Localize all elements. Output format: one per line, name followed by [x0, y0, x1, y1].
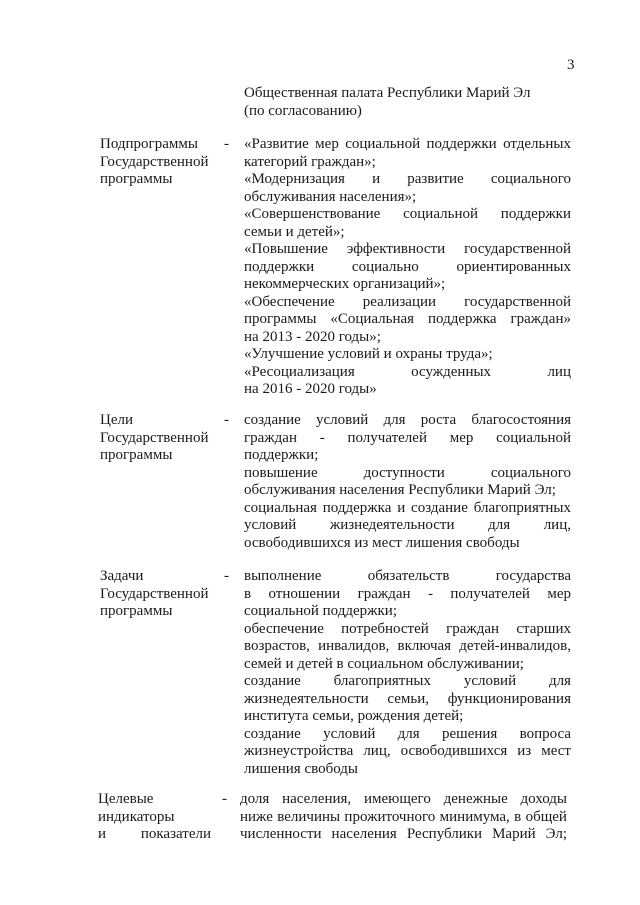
word: выполнение: [244, 568, 322, 584]
word: свободы: [466, 534, 520, 551]
label-line: Государственной: [100, 153, 209, 170]
section-body: [244, 568, 571, 778]
body-line: [244, 447, 571, 465]
body-line: [244, 603, 571, 621]
body-line: [244, 517, 571, 535]
word: доступности: [363, 464, 445, 481]
word: социального: [490, 464, 571, 481]
word: благоприятных: [333, 673, 431, 689]
word: обслуживания: [244, 482, 340, 498]
intro-block: [244, 84, 571, 120]
label-line: программы: [100, 447, 173, 463]
word: функционирования: [447, 690, 571, 707]
word: создание: [244, 673, 301, 689]
word: «Обеспечение: [244, 293, 335, 310]
word: института: [244, 708, 313, 724]
word: труда»;: [446, 346, 493, 362]
word: создание: [244, 412, 301, 428]
body-line: [244, 743, 571, 761]
word: «Повышение: [244, 241, 328, 257]
word: охраны: [395, 346, 447, 362]
intro-line: Общественная палата Республики Марий Эл: [244, 85, 531, 101]
word: граждан»: [510, 311, 571, 327]
word: прожиточного: [344, 808, 436, 825]
word: для: [383, 412, 406, 428]
body-line: [244, 586, 571, 604]
word: благоприятных: [473, 499, 571, 516]
body-line: [244, 294, 571, 312]
word: мест: [541, 743, 571, 759]
word: общей: [525, 808, 567, 825]
word: поддержки;: [244, 447, 319, 463]
body-line: [244, 465, 571, 483]
body-line: [244, 241, 571, 259]
word: государственной: [464, 241, 571, 257]
word: поддержки: [244, 258, 315, 275]
word: поддержки;: [322, 603, 398, 619]
word: обслуживании;: [427, 655, 524, 672]
word: 2020: [304, 328, 339, 345]
word: мер: [449, 429, 474, 446]
word: семей: [244, 655, 286, 672]
word: и: [383, 346, 396, 362]
word: -: [296, 381, 305, 397]
word: детей: [297, 655, 337, 672]
word: в: [336, 655, 348, 672]
word: Эл;: [545, 826, 567, 842]
word: населения: [339, 482, 409, 498]
word: Марий: [487, 482, 535, 498]
body-line: [244, 708, 571, 726]
body-line: [244, 656, 571, 674]
word: осужденных: [411, 363, 492, 380]
word: из: [354, 534, 373, 551]
word: мер: [547, 585, 571, 602]
body-line: [244, 311, 571, 329]
word: государства: [495, 568, 571, 584]
word: «Совершенствование: [244, 206, 381, 222]
body-line: [240, 826, 567, 844]
word: населения: [331, 826, 397, 842]
label-line: Государственной: [100, 429, 209, 446]
body-line: [240, 791, 567, 809]
word: -: [428, 585, 433, 602]
word: обязательств: [367, 568, 450, 584]
word: социальной: [496, 429, 571, 446]
word: условий: [244, 517, 297, 533]
word: реализации: [362, 293, 437, 310]
word: создание: [244, 725, 301, 742]
section-body: [244, 136, 571, 399]
body-line: [244, 381, 571, 399]
body-line: [244, 761, 571, 779]
body-line: [244, 535, 571, 553]
word: годы»: [338, 381, 377, 397]
word: освободившихся: [400, 743, 508, 759]
section-body: [244, 412, 571, 552]
body-line: [244, 364, 571, 382]
word: категорий: [244, 153, 312, 170]
word: годы»;: [338, 328, 381, 345]
label-line: программы: [100, 603, 173, 619]
word: отдельных: [503, 136, 571, 152]
word: «Улучшение: [244, 346, 328, 362]
word: мер: [315, 136, 339, 152]
word: социальной: [244, 603, 323, 619]
word: программы: [244, 311, 317, 327]
word: лиц,: [363, 743, 391, 759]
word: свободы: [304, 760, 358, 777]
word: жизнедеятельности: [329, 517, 455, 533]
word: старших: [516, 620, 571, 637]
word: социально: [351, 258, 419, 275]
section-label: [98, 791, 223, 844]
word: поддержка: [427, 311, 497, 327]
word: некоммерческих: [244, 276, 353, 292]
word: Республики: [406, 826, 483, 842]
word: «Ресоциализация: [244, 363, 355, 380]
page-number: 3: [567, 57, 575, 73]
word: поддержки: [500, 206, 571, 222]
word: лиц: [547, 363, 571, 380]
word: условий: [463, 673, 517, 689]
body-line: [244, 136, 571, 154]
word: «Модернизация: [244, 171, 345, 187]
section-label: [100, 568, 225, 621]
word: получателей: [450, 585, 530, 602]
body-line: [244, 412, 571, 430]
body-line: [244, 726, 571, 744]
word: на: [244, 381, 263, 397]
word: семьи,: [312, 708, 358, 724]
word: организаций»;: [353, 276, 446, 292]
word: государственной: [464, 293, 571, 310]
separator-dash: -: [224, 136, 229, 152]
word: на: [244, 328, 263, 345]
word: ниже: [240, 808, 273, 825]
word: поддержка: [322, 499, 392, 516]
section-label: [100, 412, 225, 465]
word: условий: [316, 412, 369, 428]
word: и: [285, 223, 298, 240]
word: из: [517, 743, 532, 759]
word: детей;: [423, 708, 464, 724]
word: лиц,: [543, 517, 571, 533]
word: Эл;: [534, 482, 556, 498]
word: включая: [397, 638, 452, 654]
word: минимума,: [439, 808, 510, 825]
word: потребностей: [341, 620, 429, 637]
body-line: [244, 691, 571, 709]
word: доля: [240, 791, 270, 807]
word: семьи,: [387, 690, 429, 707]
word: получателей: [347, 429, 427, 446]
word: Марий: [492, 826, 536, 842]
word: обеспечение: [244, 620, 324, 637]
label-line: Подпрограммы: [100, 136, 198, 152]
word: для: [488, 517, 511, 533]
word: «Социальная: [330, 311, 415, 327]
word: жизнеустройства: [244, 743, 354, 759]
word: освободившихся: [244, 534, 355, 551]
word: мест: [372, 534, 406, 551]
word: в: [244, 585, 252, 602]
word: социального: [490, 171, 571, 187]
word: 2020: [304, 381, 339, 397]
label-line: Государственной: [100, 585, 209, 602]
word: детей-инвалидов,: [459, 638, 571, 654]
word: величины: [277, 808, 341, 825]
word: создание: [411, 499, 468, 516]
body-line: [244, 171, 571, 189]
word: инвалидов,: [318, 638, 390, 654]
label-line: Цели: [100, 412, 134, 428]
word: граждан: [244, 429, 297, 446]
intro-line: (по согласованию): [244, 103, 362, 119]
label-line: программы: [100, 171, 173, 187]
word: -: [319, 429, 325, 446]
word: возрастов,: [244, 638, 310, 654]
word: показатели: [140, 826, 211, 842]
label-line: индикаторы: [98, 808, 175, 825]
body-line: [244, 568, 571, 586]
word: повышение: [244, 464, 318, 481]
word: и: [285, 655, 298, 672]
word: условий: [327, 346, 384, 362]
word: социальная: [244, 499, 317, 516]
body-line: [244, 500, 571, 518]
word: эффективности: [346, 241, 446, 257]
body-line: [244, 430, 571, 448]
word: благосостояния: [471, 412, 571, 428]
word: детей»;: [297, 223, 345, 240]
word: доходы: [520, 791, 567, 807]
word: вопроса: [519, 725, 571, 742]
word: -: [296, 328, 305, 345]
word: в: [514, 808, 522, 825]
word: граждан»;: [311, 153, 376, 170]
word: социальной: [345, 136, 421, 152]
word: населения,: [282, 791, 352, 807]
word: и: [397, 499, 406, 516]
word: граждан: [446, 620, 500, 637]
word: развитие: [407, 171, 464, 187]
body-line: [244, 189, 571, 207]
body-line: [244, 154, 571, 172]
word: лишения: [405, 534, 467, 551]
word: имеющего: [363, 791, 431, 807]
word: денежные: [443, 791, 508, 807]
word: социальной: [403, 206, 479, 222]
body-line: [244, 206, 571, 224]
word: для: [397, 725, 420, 742]
word: роста: [420, 412, 457, 428]
word: обслуживания: [244, 188, 340, 205]
body-line: [240, 809, 567, 827]
body-line: [244, 224, 571, 242]
body-line: [244, 673, 571, 691]
word: отношении: [268, 585, 341, 602]
word: Республики: [408, 482, 488, 498]
label-line: Задачи: [100, 568, 144, 584]
label-line: Целевые: [98, 791, 154, 807]
word: лишения: [244, 760, 305, 777]
section-label: [100, 136, 225, 189]
word: 2013: [262, 328, 297, 345]
word: населения»;: [339, 188, 417, 205]
word: численности: [240, 826, 322, 842]
body-line: [244, 621, 571, 639]
body-line: [244, 276, 571, 294]
label-line: [98, 826, 211, 844]
word: социальном: [347, 655, 428, 672]
body-line: [244, 346, 571, 364]
separator-dash: -: [222, 791, 227, 807]
word: условий: [323, 725, 376, 742]
word: «Развитие: [244, 136, 309, 152]
word: поддержки: [426, 136, 497, 152]
body-line: [244, 329, 571, 347]
word: 2016: [262, 381, 297, 397]
word: рождения: [357, 708, 424, 724]
separator-dash: -: [224, 568, 229, 584]
word: ориентированных: [456, 258, 571, 275]
body-line: [244, 638, 571, 656]
word: жизнедеятельности: [244, 690, 369, 707]
body-line: [244, 259, 571, 277]
word: решения: [441, 725, 498, 742]
word: и: [98, 826, 107, 842]
section-body: [240, 791, 567, 844]
word: граждан: [357, 585, 411, 602]
word: семьи: [244, 223, 286, 240]
word: для: [548, 673, 571, 689]
body-line: [244, 482, 571, 500]
word: и: [372, 171, 381, 187]
separator-dash: -: [224, 412, 229, 428]
